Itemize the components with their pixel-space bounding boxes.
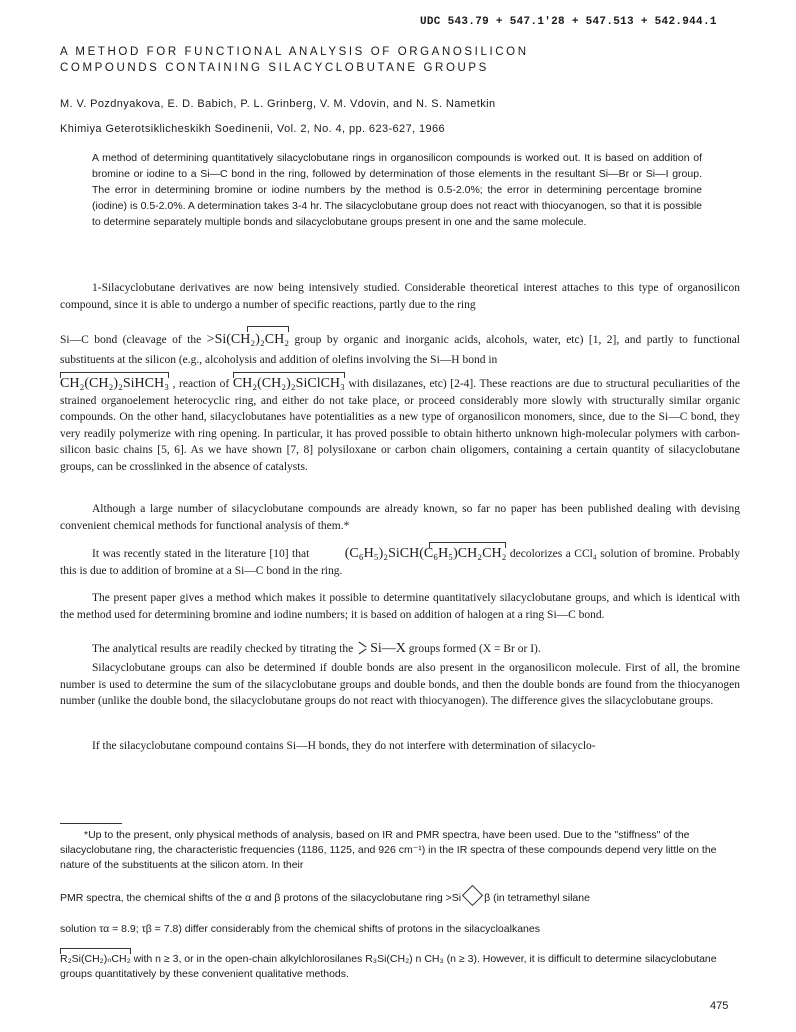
footnote-text: PMR spectra, the chemical shifts of the α and β protons of the silacyclobutane ring <box>60 892 446 904</box>
formula-si-ring-group <box>207 332 289 347</box>
body-paragraph-6 <box>60 660 740 710</box>
body-text-with-formulas <box>60 376 740 475</box>
body-text: Although a large number of silacyclobutane compounds are already known, so far no paper has been published dealing with devising convenient chemical methods for functional analysis of them.* <box>60 503 740 532</box>
footnote-text: (in tetramethyl silane <box>490 892 590 904</box>
formula-si-x: Si—X <box>370 641 406 656</box>
abstract: A method of determining quantitatively silacyclobutane rings in organosilicon compounds is worked out. It is based on addition of bromine or iodine to a Si—C bond in the ring, followed by determination of those elements in the resultant Si—Br or Si—I group. The error in determining bromine or iodine numbers by the method is 0.5-2.0%; the error in determining percentage bromine (iodine) is 0.5-2.0%. A determination takes 3-4 hr. The silacyclobutane group does not react with thiocyanogen, so that it is possible to determine separately multiple bonds and silacyclobutane groups present in one and the same molecule. <box>92 152 702 228</box>
formula-methylsilacyclobutane: CH₂(CH₂)₂SiHCH₃ <box>60 376 169 391</box>
body-text: with disilazanes, etc) [2-4]. These reactions are due to structural peculiarities of the strained organoelement heterocyclic ring, and either do not take place, or proceed considerably more slowly with structurally similar organic compounds. On the other hand, silacyclobutanes have potentialities as a new type of organosilicon monomers, since, due to the Si—C bond, they very readily polymerize with ring opening. In particular, it has proved possible to obtain hitherto unknown high-molecular polymers with carbon-silicon basic chains [5, 6]. As we have shown [7, 8] polysiloxane or carbon chain oligomers, containing a certain quantity of silacyclobutane groups, can be crosslinked in the absence of catalysts. <box>60 378 740 473</box>
footnote-line-2 <box>60 888 740 906</box>
footnote-line-4 <box>60 952 740 982</box>
footnote-text: with n ≥ 3, or in the open-chain alkylchlorosilanes R₃Si(CH₂) n CH₃ (n ≥ 3). However, it is difficult to determine silacyclobutane groups quantitatively by these convenient qualitative methods. <box>60 953 717 980</box>
body-paragraph-2 <box>60 501 740 534</box>
body-paragraph-7 <box>60 738 740 755</box>
formula-ring: Si(CH₂)₂CH₂ <box>215 330 290 350</box>
body-text: decolorizes a CCl₄ solution of bromine. Probably this is due to addition of bromine at a Si—C bond in the ring. <box>60 548 740 577</box>
body-text-with-formula <box>60 546 740 579</box>
body-text: 1-Silacyclobutane derivatives are now being intensively studied. Considerable theoretical interest attaches to this type of organosilicon compound, since it is able to undergo a number of specific reactions, partly due to the ring <box>60 282 740 311</box>
body-text: group by organic and inorganic acids, alcohols, water, etc) [1, 2], and partly to functional substituents at the silicon (e.g., alcoholysis and addition of olefins involving the Si—H bond in <box>60 334 740 366</box>
formula-si: >Si <box>445 892 462 904</box>
beta-label: β <box>484 892 491 904</box>
journal-source: Khimiya Geterotsiklicheskikh Soedinenii, Vol. 2, No. 4, pp. 623-627, 1966 <box>60 123 446 135</box>
body-text: Silacyclobutane groups can also be determined if double bonds are also present in the organosilicon molecule. First of all, the bromine number is used to determine the sum of the silacyclobutane groups and double bonds, and then the double bonds are found from the thiocyanogen number (unlike the double bond, the silacyclobutane groups do not react with thiocyanogen). The difference gives the silacyclobutane groups. <box>60 662 740 707</box>
footnote-line-3: solution τα = 8.9; τβ = 7.8) differ considerably from the chemical shifts of protons in the silacycloalkanes <box>60 923 540 935</box>
body-text: , reaction of <box>168 378 233 390</box>
body-text: The present paper gives a method which makes it possible to determine quantitatively silacyclobutane groups, and which is identical with the method used for determining bromine and iodine numbers; it is based on addition of halogen at a ring Si—C bond. <box>60 592 740 621</box>
body-text-with-formula <box>60 640 740 658</box>
body-text: The analytical results are readily checked by titrating the <box>92 643 357 655</box>
footnote-line-1: *Up to the present, only physical methods of analysis, based on IR and PMR spectra, have been used. Due to the "stiffness" of the silacyclobutane ring, the characteristic frequencies (1186, 1125, and 926 cm⁻¹) in the IR spectra of these compounds depend very little on the nature of the substituents at the silicon atom. In their <box>60 829 717 871</box>
formula-part: > <box>206 332 215 347</box>
formula-silacycloalkane: R₂Si(CH₂)ₙCH₂ <box>60 953 131 965</box>
bond-bracket-icon <box>356 640 366 656</box>
udc-classification: UDC 543.79 + 547.1'28 + 547.513 + 542.944.1 <box>420 16 717 28</box>
authors: M. V. Pozdnyakova, E. D. Babich, P. L. Grinberg, V. M. Vdovin, and N. S. Nametkin <box>60 98 496 110</box>
body-paragraph-1c <box>60 376 740 475</box>
body-paragraph-1b <box>60 330 740 370</box>
body-paragraph-5 <box>60 640 740 658</box>
footnote-rule <box>60 823 122 824</box>
body-paragraph-3 <box>60 546 740 579</box>
body-text-with-formulas <box>60 330 740 370</box>
page-number: 475 <box>710 1000 729 1012</box>
body-text: groups formed (X = Br or I). <box>405 643 541 655</box>
article-title <box>60 44 740 76</box>
cyclobutane-ring-icon <box>462 885 483 906</box>
body-text: It was recently stated in the literature [10] that <box>92 548 313 560</box>
body-text: If the silacyclobutane compound contains Si—H bonds, they do not interfere with determination of silacyclo- <box>92 740 596 752</box>
body-paragraph-4 <box>60 590 740 623</box>
title-line-2: COMPOUNDS CONTAINING SILACYCLOBUTANE GROUPS <box>60 62 489 74</box>
title-line-1: A METHOD FOR FUNCTIONAL ANALYSIS OF ORGANOSILICON <box>60 46 529 58</box>
formula-chloromethylsilacyclobutane: CH₂(CH₂)₂SiClCH₃ <box>232 376 345 391</box>
formula-triphenylsilacyclobutane: (C₆H₅)₂SiCH(C₆H₅)CH₂CH₂ <box>313 546 507 563</box>
body-paragraph-1a <box>60 280 740 313</box>
body-text: Si—C bond (cleavage of the <box>60 334 207 346</box>
